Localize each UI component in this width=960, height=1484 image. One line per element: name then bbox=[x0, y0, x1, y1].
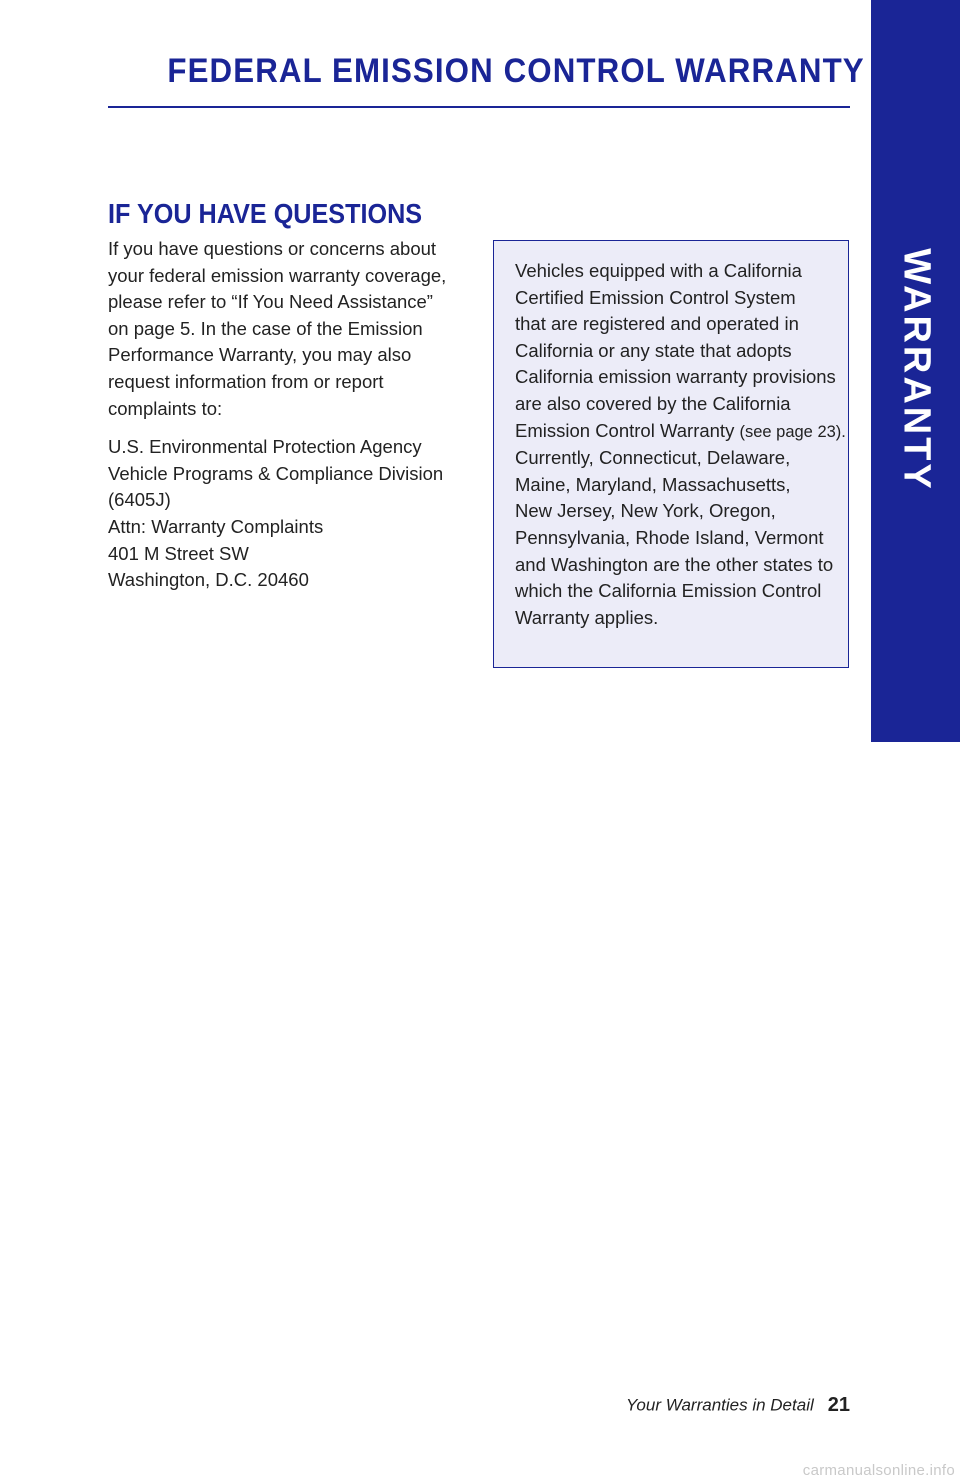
body-line: Performance Warranty, you may also bbox=[108, 344, 412, 366]
address-line: (6405J) bbox=[108, 489, 171, 511]
paragraph-spacer bbox=[108, 422, 478, 434]
callout-line: Vehicles equipped with a California bbox=[515, 260, 802, 281]
page-header-title: FEDERAL EMISSION CONTROL WARRANTY bbox=[167, 52, 865, 90]
callout-line: Certified Emission Control System bbox=[515, 286, 796, 308]
side-section-tab bbox=[871, 0, 960, 742]
callout-line: and Washington are the other states to bbox=[515, 553, 834, 575]
page-footer bbox=[560, 1394, 850, 1417]
body-line: your federal emission warranty coverage, bbox=[108, 264, 447, 286]
callout-line: Pennsylvania, Rhode Island, Vermont bbox=[515, 526, 824, 548]
footer-section-label: Your Warranties in Detail bbox=[626, 1395, 814, 1415]
california-warranty-callout bbox=[493, 240, 849, 668]
address-line: Washington, D.C. 20460 bbox=[108, 569, 309, 591]
body-line: If you have questions or concerns about bbox=[108, 238, 437, 259]
section-heading: IF YOU HAVE QUESTIONS bbox=[108, 198, 423, 229]
callout-line: California or any state that adopts bbox=[515, 339, 792, 361]
address-line: Vehicle Programs & Compliance Division bbox=[108, 462, 444, 484]
callout-line: Warranty applies. bbox=[515, 606, 659, 628]
callout-line: New Jersey, New York, Oregon, bbox=[515, 500, 776, 522]
side-tab-label: WARRANTY bbox=[895, 248, 937, 492]
callout-text bbox=[515, 258, 846, 631]
page-reference: (see page 23). bbox=[739, 422, 846, 441]
page-number: 21 bbox=[827, 1394, 850, 1416]
callout-line: California emission warranty provisions bbox=[515, 366, 836, 388]
body-line: please refer to “If You Need Assistance” bbox=[108, 291, 433, 313]
address-line: U.S. Environmental Protection Agency bbox=[108, 436, 422, 458]
watermark: carmanualsonline.info bbox=[802, 1462, 955, 1479]
address-line: Attn: Warranty Complaints bbox=[108, 515, 324, 537]
body-line: on page 5. In the case of the Emission bbox=[108, 317, 423, 339]
questions-body bbox=[108, 236, 478, 594]
callout-line bbox=[515, 418, 846, 446]
callout-line: which the California Emission Control bbox=[515, 580, 822, 602]
body-line: complaints to: bbox=[108, 397, 223, 419]
callout-line: Currently, Connecticut, Delaware, bbox=[515, 447, 791, 469]
callout-line-part: Emission Control Warranty bbox=[515, 419, 740, 441]
callout-line: Maine, Maryland, Massachusetts, bbox=[515, 473, 791, 495]
address-line: 401 M Street SW bbox=[108, 542, 249, 564]
body-line: request information from or report bbox=[108, 370, 384, 392]
header-divider bbox=[108, 106, 850, 108]
callout-line: that are registered and operated in bbox=[515, 313, 799, 335]
callout-line: are also covered by the California bbox=[515, 392, 791, 414]
